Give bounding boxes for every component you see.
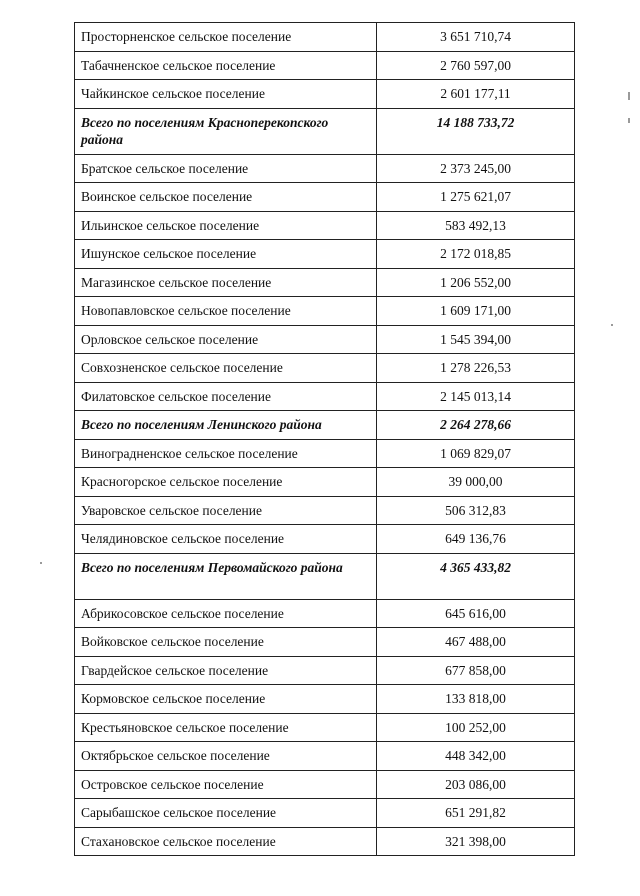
settlement-name-cell: Стахановское сельское поселение	[75, 827, 377, 856]
table-row	[75, 80, 575, 109]
settlements-budget-table	[74, 22, 575, 856]
table-row	[75, 827, 575, 856]
settlement-name-cell: Просторненское сельское поселение	[75, 23, 377, 52]
settlement-name-cell: Войковское сельское поселение	[75, 628, 377, 657]
settlement-name-cell: Челядиновское сельское поселение	[75, 525, 377, 554]
table-row	[75, 211, 575, 240]
amount-cell: 39 000,00	[377, 468, 575, 497]
amount-cell: 645 616,00	[377, 599, 575, 628]
table-row	[75, 525, 575, 554]
settlement-name-cell: Совхозненское сельское поселение	[75, 354, 377, 383]
table-row	[75, 154, 575, 183]
amount-cell: 1 206 552,00	[377, 268, 575, 297]
settlement-name-cell: Островское сельское поселение	[75, 770, 377, 799]
amount-cell: 448 342,00	[377, 742, 575, 771]
district-total-row	[75, 553, 575, 599]
table-row	[75, 628, 575, 657]
amount-cell: 1 609 171,00	[377, 297, 575, 326]
settlement-name-cell: Новопавловское сельское поселение	[75, 297, 377, 326]
settlement-name-cell: Братское сельское поселение	[75, 154, 377, 183]
district-total-row	[75, 411, 575, 440]
amount-cell: 1 545 394,00	[377, 325, 575, 354]
table-row	[75, 599, 575, 628]
district-total-label: Всего по поселениям Первомайского района	[75, 553, 377, 599]
settlement-name-cell: Филатовское сельское поселение	[75, 382, 377, 411]
table-row	[75, 354, 575, 383]
table-row	[75, 799, 575, 828]
district-total-label: Всего по поселениям Ленинского района	[75, 411, 377, 440]
amount-cell: 1 275 621,07	[377, 183, 575, 212]
settlement-name-cell: Чайкинское сельское поселение	[75, 80, 377, 109]
settlement-name-cell: Кормовское сельское поселение	[75, 685, 377, 714]
scan-speck	[628, 118, 630, 123]
table-row	[75, 742, 575, 771]
settlement-name-cell: Орловское сельское поселение	[75, 325, 377, 354]
district-total-amount: 2 264 278,66	[377, 411, 575, 440]
table-row	[75, 268, 575, 297]
settlement-name-cell: Абрикосовское сельское поселение	[75, 599, 377, 628]
scan-speck	[611, 324, 613, 326]
amount-cell: 506 312,83	[377, 496, 575, 525]
settlement-name-cell: Гвардейское сельское поселение	[75, 656, 377, 685]
amount-cell: 467 488,00	[377, 628, 575, 657]
amount-cell: 2 760 597,00	[377, 51, 575, 80]
settlement-name-cell: Ильинское сельское поселение	[75, 211, 377, 240]
table-row	[75, 656, 575, 685]
district-total-label: Всего по поселениям Красноперекопского района	[75, 108, 377, 154]
table-row	[75, 183, 575, 212]
district-total-amount: 14 188 733,72	[377, 108, 575, 154]
scan-speck	[40, 562, 42, 564]
table-row	[75, 713, 575, 742]
amount-cell: 651 291,82	[377, 799, 575, 828]
table-row	[75, 325, 575, 354]
table-row	[75, 297, 575, 326]
settlement-name-cell: Магазинское сельское поселение	[75, 268, 377, 297]
settlement-name-cell: Уваровское сельское поселение	[75, 496, 377, 525]
settlement-name-cell: Октябрьское сельское поселение	[75, 742, 377, 771]
table-row	[75, 685, 575, 714]
table-row	[75, 51, 575, 80]
amount-cell: 3 651 710,74	[377, 23, 575, 52]
settlement-name-cell: Воинское сельское поселение	[75, 183, 377, 212]
scan-speck	[628, 92, 630, 100]
amount-cell: 1 069 829,07	[377, 439, 575, 468]
settlement-name-cell: Табачненское сельское поселение	[75, 51, 377, 80]
amount-cell: 1 278 226,53	[377, 354, 575, 383]
amount-cell: 2 172 018,85	[377, 240, 575, 269]
table-row	[75, 770, 575, 799]
amount-cell: 100 252,00	[377, 713, 575, 742]
settlement-name-cell: Ишунское сельское поселение	[75, 240, 377, 269]
district-total-amount: 4 365 433,82	[377, 553, 575, 599]
amount-cell: 133 818,00	[377, 685, 575, 714]
settlement-name-cell: Красногорское сельское поселение	[75, 468, 377, 497]
amount-cell: 677 858,00	[377, 656, 575, 685]
district-total-row	[75, 108, 575, 154]
amount-cell: 2 145 013,14	[377, 382, 575, 411]
amount-cell: 649 136,76	[377, 525, 575, 554]
table-row	[75, 382, 575, 411]
table-row	[75, 496, 575, 525]
table-row	[75, 240, 575, 269]
settlement-name-cell: Сарыбашское сельское поселение	[75, 799, 377, 828]
table-row	[75, 439, 575, 468]
settlement-name-cell: Крестьяновское сельское поселение	[75, 713, 377, 742]
table-body	[75, 23, 575, 856]
amount-cell: 2 601 177,11	[377, 80, 575, 109]
amount-cell: 583 492,13	[377, 211, 575, 240]
amount-cell: 2 373 245,00	[377, 154, 575, 183]
amount-cell: 321 398,00	[377, 827, 575, 856]
table-row	[75, 23, 575, 52]
table-row	[75, 468, 575, 497]
settlement-name-cell: Виноградненское сельское поселение	[75, 439, 377, 468]
amount-cell: 203 086,00	[377, 770, 575, 799]
